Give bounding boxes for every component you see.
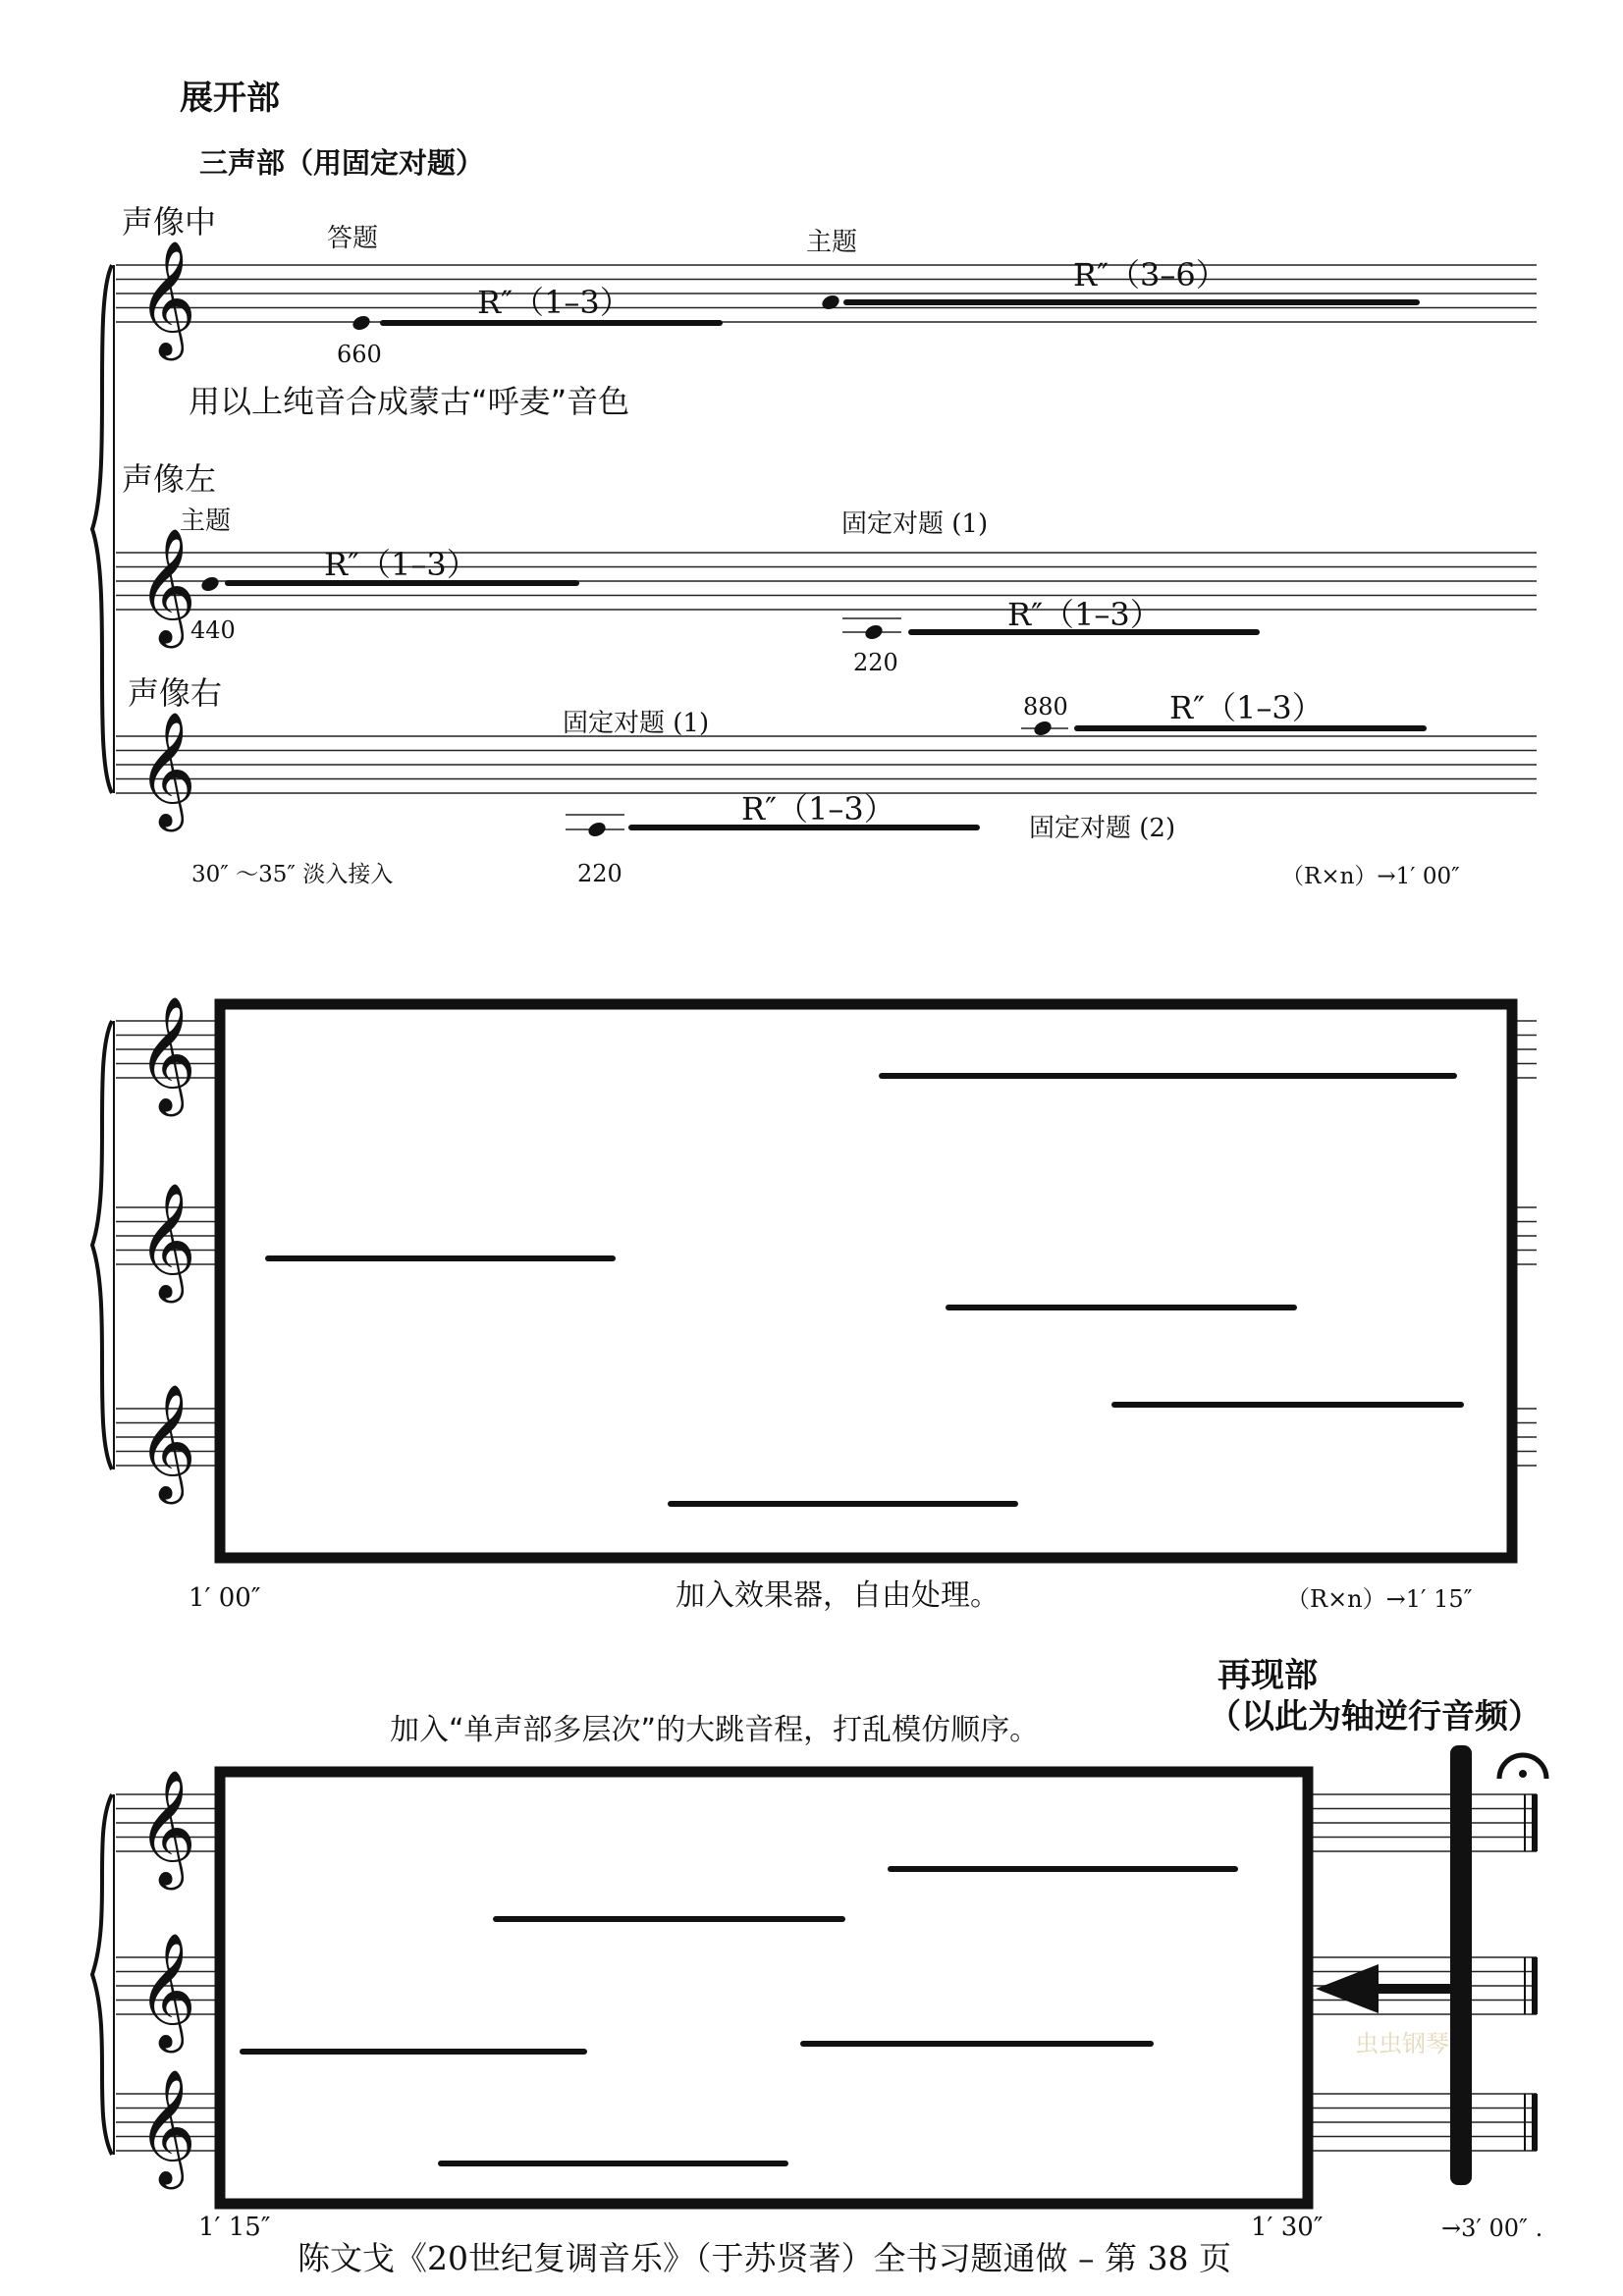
treble-clef-icon: 𝄞 [137, 995, 196, 1112]
time-end-2: （R×n）→1′ 15″ [1286, 1585, 1473, 1613]
left-subject-label: 主题 [180, 507, 232, 536]
treble-clef-icon: 𝄞 [137, 1932, 196, 2049]
right-cs2-label: 固定对题 (2) [1029, 814, 1176, 843]
right-cs1-label: 固定对题 (1) [563, 709, 710, 738]
recap-title: 再现部 [1217, 1656, 1318, 1695]
effects-box [220, 1004, 1512, 1558]
right-cs1-repeat: R″（1–3） [741, 790, 895, 828]
center-voice-label: 声像中 [122, 203, 217, 240]
subtitle: 三声部（用固定对题） [199, 146, 485, 180]
effects-caption: 加入效果器，自由处理。 [676, 1578, 1000, 1613]
center-subject-label: 主题 [806, 228, 858, 257]
right-cs1-note [586, 820, 608, 838]
time-end-1: （R×n）→1′ 00″ [1281, 864, 1460, 889]
right-cs2-repeat: R″（1–3） [1169, 689, 1324, 726]
treble-clef-icon: 𝄞 [137, 711, 196, 828]
treble-clef-icon: 𝄞 [137, 1383, 196, 1500]
right-cs2-freq: 880 [1023, 693, 1068, 721]
left-cs-repeat: R″（1–3） [1007, 596, 1162, 633]
left-subject-freq: 440 [190, 616, 236, 644]
watermark: 虫虫钢琴 [1355, 2030, 1449, 2057]
treble-clef-icon: 𝄞 [137, 527, 196, 644]
fermata-dot [1519, 1770, 1527, 1778]
answer-label: 答题 [327, 224, 379, 253]
right-voice-label: 声像右 [128, 674, 223, 712]
time-start-1: 30″ ～35″ 淡入接入 [191, 862, 394, 887]
answer-note [351, 313, 372, 332]
left-cs-freq: 220 [853, 649, 898, 676]
answer-repeat: R″（1–3） [477, 284, 631, 321]
section-title: 展开部 [180, 79, 280, 118]
left-subject-note [199, 574, 221, 593]
timbre-note: 用以上纯音合成蒙古“呼麦”音色 [189, 383, 630, 420]
time-start-2: 1′ 00″ [189, 1583, 261, 1613]
time-end-3: →3′ 00″ . [1441, 2215, 1543, 2242]
treble-clef-icon: 𝄞 [137, 2068, 196, 2185]
leap-caption: 加入“单声部多层次”的大跳音程，打乱模仿顺序。 [390, 1713, 1040, 1747]
right-cs2-note [1032, 719, 1054, 737]
answer-freq: 660 [337, 341, 382, 368]
footer: 陈文戈《20世纪复调音乐》（于苏贤著）全书习题通做 – 第 38 页 [298, 2239, 1231, 2277]
center-subject-repeat: R″（3–6） [1073, 256, 1227, 294]
recap-subtitle: （以此为轴逆行音频） [1208, 1697, 1542, 1736]
center-subject-note [820, 293, 841, 311]
right-cs1-freq: 220 [577, 860, 622, 887]
left-subject-repeat: R″（1–3） [324, 546, 478, 583]
system-brace [92, 1021, 112, 1469]
treble-clef-icon: 𝄞 [137, 1182, 196, 1299]
system-brace [92, 1794, 112, 2155]
system-brace [92, 265, 112, 793]
left-voice-label: 声像左 [122, 460, 217, 498]
time-start-3: 1′ 15″ [198, 2213, 271, 2242]
leap-box [220, 1772, 1308, 2204]
treble-clef-icon: 𝄞 [137, 240, 196, 356]
retrograde-axis-bar [1450, 1745, 1472, 2185]
treble-clef-icon: 𝄞 [137, 1769, 196, 1886]
left-cs-note [863, 622, 885, 641]
time-mid-3: 1′ 30″ [1251, 2213, 1324, 2242]
left-cs-label: 固定对题 (1) [841, 509, 989, 539]
